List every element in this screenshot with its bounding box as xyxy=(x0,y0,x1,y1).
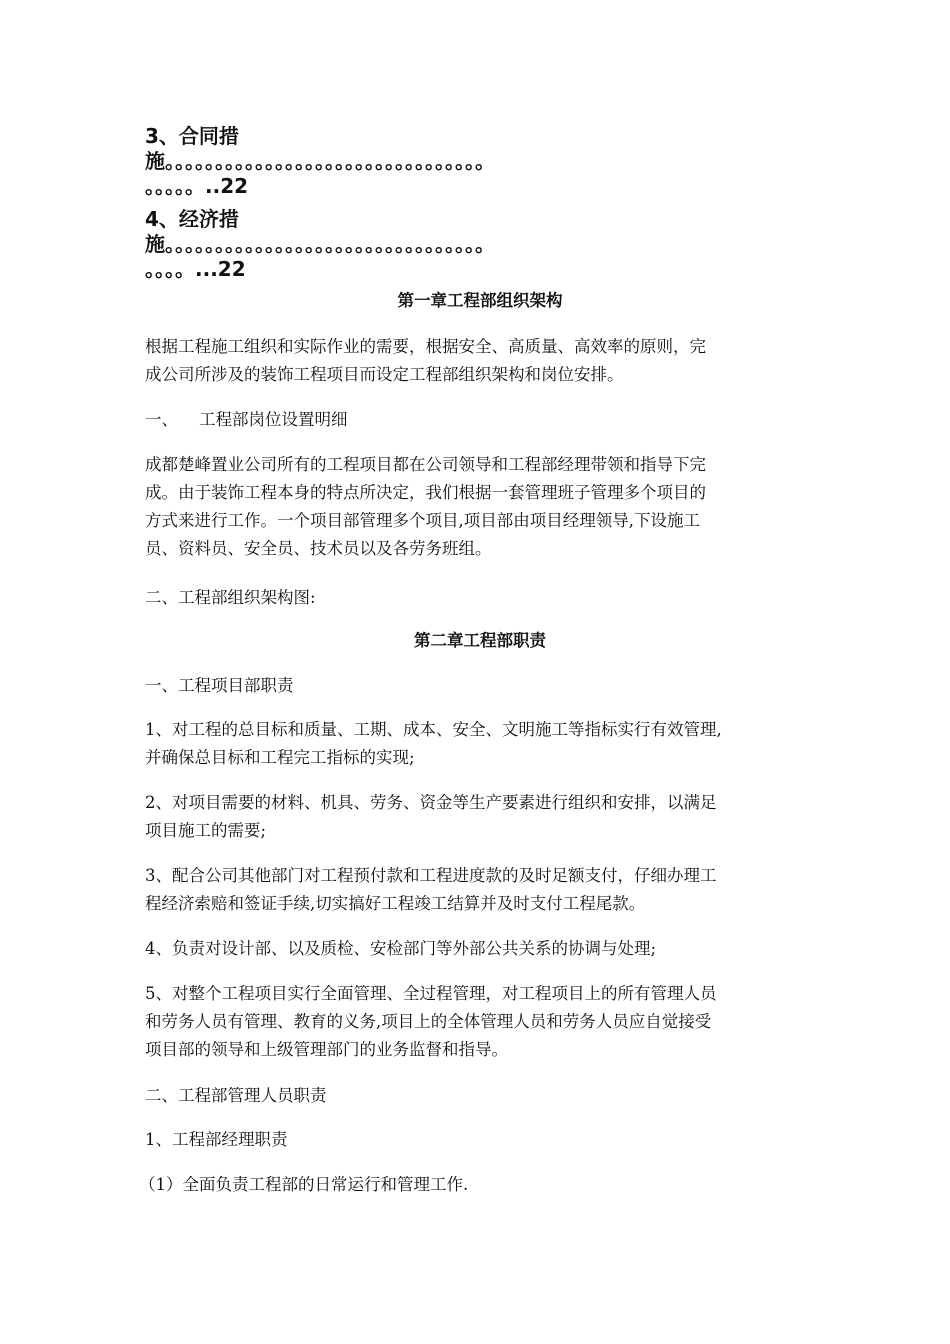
text-line: 2、对项目需要的材料、机具、劳务、资金等生产要素进行组织和安排，以满足 xyxy=(145,793,717,812)
text-line: 1、对工程的总目标和质量、工期、成本、安全、文明施工等指标实行有效管理, xyxy=(145,720,722,739)
toc-entry-title: 3、合同措 xyxy=(145,124,239,148)
duty-item-1 xyxy=(145,716,815,772)
chapter-2-section-1-title: 一、工程项目部职责 xyxy=(145,676,294,695)
toc-entry-leader: 施。。。。。。。。。。。。。。。。。。。。。。。。。。。。。。。。 xyxy=(145,232,495,256)
text-line: 4、负责对设计部、以及质检、安检部门等外部公共关系的协调与处理; xyxy=(145,939,657,958)
text-line: 项目部的领导和上级管理部门的业务监督和指导。 xyxy=(145,1040,508,1059)
text-line: 成都楚峰置业公司所有的工程项目都在公司领导和工程部经理带领和指导下完 xyxy=(145,455,706,474)
chapter-1-intro xyxy=(145,333,815,389)
duty-item-5 xyxy=(145,980,815,1064)
text-line: 成公司所涉及的装饰工程项目而设定工程部组织架构和岗位安排。 xyxy=(145,365,624,384)
text-line: 5、对整个工程项目实行全面管理、全过程管理，对工程项目上的所有管理人员 xyxy=(145,984,717,1003)
toc-entry-leader: 施。。。。。。。。。。。。。。。。。。。。。。。。。。。。。。。。 xyxy=(145,149,495,173)
section-1-title: 一、 工程部岗位设置明细 xyxy=(145,410,348,429)
text-line: 根据工程施工组织和实际作业的需要，根据安全、高质量、高效率的原则，完 xyxy=(145,337,706,356)
text-line: 员、资料员、安全员、技术员以及各劳务班组。 xyxy=(145,539,492,558)
section-2-title: 二、工程部组织架构图: xyxy=(145,588,316,607)
toc-entry-contract-measures[interactable] xyxy=(145,124,815,199)
text-line: 并确保总目标和工程完工指标的实现; xyxy=(145,748,415,767)
toc-entry-economic-measures[interactable] xyxy=(145,207,815,282)
section-1-body xyxy=(145,451,815,563)
toc-entry-title: 4、经济措 xyxy=(145,207,239,231)
text-line: 程经济索赔和签证手续,切实搞好工程竣工结算并及时支付工程尾款。 xyxy=(145,894,646,913)
chapter-2-section-2-title: 二、工程部管理人员职责 xyxy=(145,1086,327,1105)
text-line: 项目施工的需要; xyxy=(145,821,267,840)
text-line: 和劳务人员有管理、教育的义务,项目上的全体管理人员和劳务人员应自觉接受 xyxy=(145,1012,712,1031)
chapter-2-title: 第二章工程部职责 xyxy=(414,631,546,650)
toc-entry-page-number: 。。。。。..22 xyxy=(145,174,249,198)
duty-item-2 xyxy=(145,789,815,845)
duty-item-3 xyxy=(145,862,815,918)
text-line: 成。由于装饰工程本身的特点所决定，我们根据一套管理班子管理多个项目的 xyxy=(145,483,706,502)
chapter-1-title: 第一章工程部组织架构 xyxy=(397,291,563,310)
text-line: 3、配合公司其他部门对工程预付款和工程进度款的及时足额支付，仔细办理工 xyxy=(145,866,717,885)
text-line: 方式来进行工作。一个项目部管理多个项目,项目部由项目经理领导,下设施工 xyxy=(145,511,700,530)
subsection-1-title: 1、工程部经理职责 xyxy=(145,1130,288,1149)
subsection-1-item-1: （1）全面负责工程部的日常运行和管理工作. xyxy=(139,1175,469,1194)
toc-entry-page-number: 。。。。...22 xyxy=(145,257,246,281)
duty-item-4 xyxy=(145,935,815,963)
